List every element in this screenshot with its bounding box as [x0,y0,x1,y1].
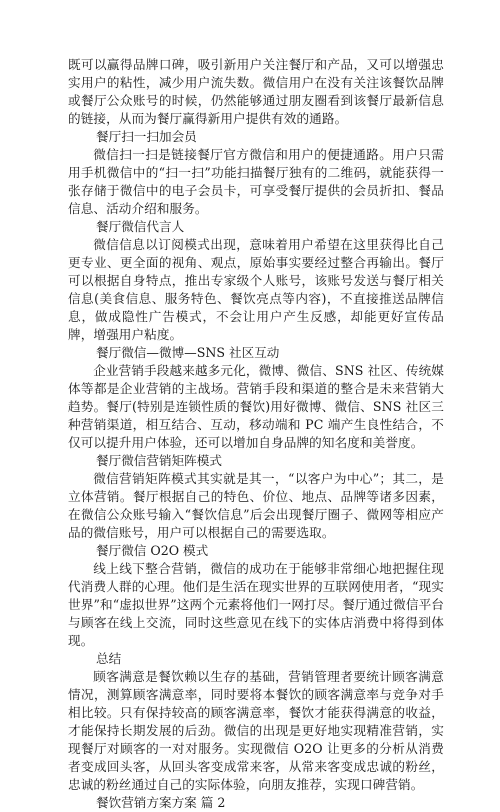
paragraph: 顾客满意是餐饮赖以生存的基础，营销管理者要统计顾客满意情况，测算顾客满意率，同时要将本餐饮的顾客满意率与竞争对手相比较。只有保持较高的顾客满意率，餐饮才能获得满意的收益，才能保持长期发展的后劲。微信的出现是更好地实现精准营销，实现餐厅对顾客的一对对服务。实现微信 O2O 让更多的分析从消费者变成回头客，从回头客变成常来客，从常来客变成忠诚的粉丝，忠诚的粉丝通过自己的实际体验，向朋友推荐，实现口碑营销。 [68,669,444,792]
section-heading: 餐厅微信营销矩阵模式 [96,453,222,468]
section-heading: 总结 [96,651,122,666]
section-heading: 餐厅扫一扫加会员 [96,129,197,144]
paragraph: 既可以赢得品牌口碑，吸引新用户关注餐厅和产品，又可以增强忠实用户的粘性，减少用户流失数。微信用户在没有关注该餐饮品牌或餐厅公众账号的时候，仍然能够通过朋友圈看到该餐厅最新信息的链接，从而为餐厅赢得新用户提供有效的通路。 [68,57,444,126]
paragraph: 微信扫一扫是链接餐厅官方微信和用户的便捷通路。用户只需用手机微信中的“扫一扫”功能扫描餐厅独有的二维码，就能获得一张存储于微信中的电子会员卡，可享受餐厅提供的会员折扣、餐品信息、活动介绍和服务。 [68,147,444,216]
section-heading: 餐饮营销方案方案 篇 2 [96,795,226,810]
section-heading: 餐厅微信 O2O 模式 [96,543,209,558]
paragraph: 企业营销手段越来越多元化，微博、微信、SNS 社区、传统媒体等都是企业营销的主战场。营销手段和渠道的整合是未来营销大趋势。餐厅(特别是连锁性质的餐饮)用好微博、微信、SNS 社区三种营销渠道，相互结合、互动，移动端和 PC 端产生良性结合，不仅可以提升用户体验，还可以增加自身品牌的知名度和美誉度。 [68,363,444,450]
section-heading: 餐厅微信—微博—SNS 社区互动 [96,345,280,360]
paragraph: 微信信息以订阅模式出现，意味着用户希望在这里获得比自己更专业、更全面的视角、观点，原始事实要经过整合再输出。餐厅可以根据自身特点，推出专家级个人账号，该账号发送与餐厅相关信息(美食信息、服务特色、餐饮亮点等内容)，不直接推送品牌信息，做成隐性广告模式，不会让用户产生反感，却能更好宣传品牌，增强用户粘度。 [68,237,444,342]
section-heading: 餐厅微信代言人 [96,219,185,234]
paragraph: 微信营销矩阵模式其实就是其一，“以客户为中心”；其二，是立体营销。餐厅根据自己的特色、价位、地点、品牌等诸多因素，在微信公众账号输入“餐饮信息”后会出现餐厅圈子、微网等相应产品的微信账号，用户可以根据自己的需要选取。 [68,471,444,540]
paragraph: 线上线下整合营销，微信的成功在于能够非常细心地把握住现代消费人群的心理。他们是生活在现实世界的互联网使用者，“现实世界”和“虚拟世界”这两个元素将他们一网打尽。餐厅通过微信平台与顾客在线上交流，同时这些意见在线下的实体店消费中将得到体现。 [68,561,444,648]
document-body [68,0,444,812]
